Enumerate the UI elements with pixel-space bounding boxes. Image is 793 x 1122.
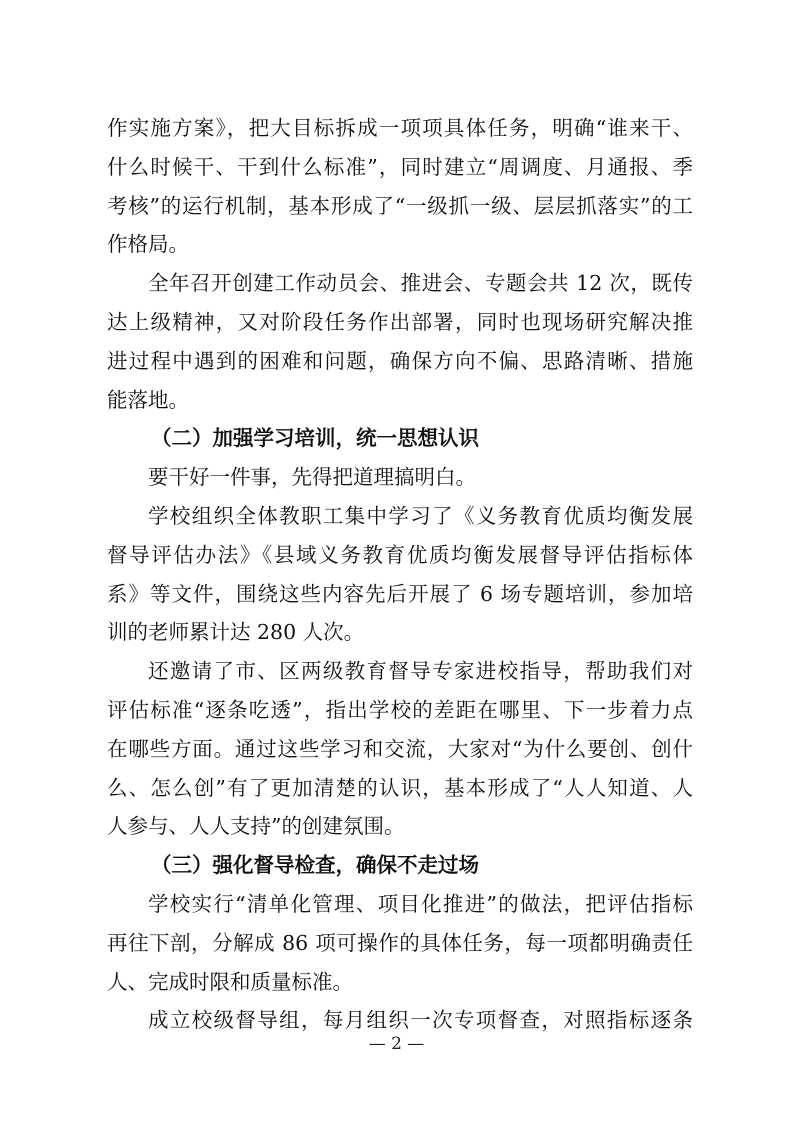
- text-line: 达上级精神，又对阶段任务作出部署，同时也现场研究解决推: [107, 309, 693, 334]
- text-line: 人、完成时限和质量标准。: [107, 969, 353, 994]
- paragraph: [107, 458, 693, 497]
- text-line: 学校组织全体教职工集中学习了《义务教育优质均衡发展: [148, 503, 693, 528]
- text-line: 全年召开创建工作动员会、推进会、专题会共 12 次，既传: [148, 271, 693, 296]
- text-line: 评估标准“逐条吃透”，指出学校的差距在哪里、下一步着力点: [107, 697, 693, 722]
- section-heading: （二）加强学习培训，统一思想认识: [151, 426, 479, 451]
- section-heading: （三）强化督导检查，确保不走过场: [151, 853, 479, 878]
- paragraph: [107, 264, 693, 419]
- text-line: 作实施方案》，把大目标拆成一项项具体任务，明确“谁来干、: [107, 116, 693, 140]
- text-line: 考核”的运行机制，基本形成了“一级抓一级、层层抓落实”的工: [107, 193, 693, 218]
- document-body: [107, 109, 693, 1040]
- text-line: 什么时候干、干到什么标准”，同时建立“周调度、月通报、季: [107, 154, 693, 179]
- text-line: 学校实行“清单化管理、项目化推进”的做法，把评估指标: [148, 891, 693, 916]
- text-line: 再往下剖，分解成 86 项可操作的具体任务，每一项都明确责任: [107, 930, 693, 955]
- text-line: 成立校级督导组，每月组织一次专项督查，对照指标逐条: [148, 1008, 693, 1033]
- text-line: 能落地。: [107, 387, 189, 412]
- text-line: 进过程中遇到的困难和问题，确保方向不偏、思路清晰、措施: [107, 348, 693, 373]
- paragraph: [107, 109, 693, 264]
- paragraph: [107, 652, 693, 846]
- text-line: 训的老师累计达 280 人次。: [107, 620, 365, 645]
- text-line: 督导评估办法》《县域义务教育优质均衡发展督导评估指标体: [107, 542, 693, 567]
- text-line: 要干好一件事，先得把道理搞明白。: [148, 465, 476, 490]
- text-line: 还邀请了市、区两级教育督导专家进校指导，帮助我们对: [148, 659, 693, 684]
- text-line: 人参与、人人支持”的创建氛围。: [107, 814, 405, 839]
- text-line: 系》等文件，围绕这些内容先后开展了 6 场专题培训，参加培: [107, 581, 693, 606]
- text-line: 在哪些方面。通过这些学习和交流，大家对“为什么要创、创什: [107, 736, 693, 761]
- paragraph: [107, 497, 693, 652]
- text-line: 么、怎么创”有了更加清楚的认识，基本形成了“人人知道、人: [107, 775, 693, 800]
- text-line: 作格局。: [107, 232, 189, 257]
- page-number: — 2 —: [368, 1034, 425, 1054]
- paragraph: [107, 885, 693, 1001]
